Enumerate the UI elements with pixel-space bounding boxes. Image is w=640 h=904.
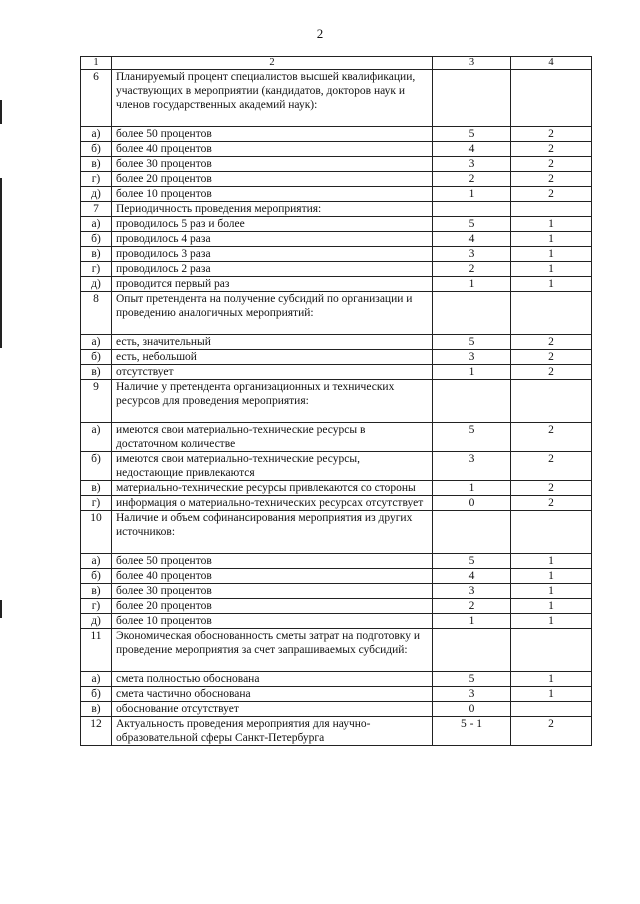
weight-cell: 1 [511,554,592,569]
scan-edge-mark [0,178,2,348]
item-number-cell: 12 [81,717,112,746]
option-row [81,599,592,614]
criterion-row [81,380,592,423]
item-number-cell: а) [81,127,112,142]
item-number-cell: д) [81,277,112,292]
item-number-cell: в) [81,365,112,380]
option-row [81,187,592,202]
item-text-cell: есть, небольшой [112,350,433,365]
item-text-cell [112,70,433,127]
score-cell: 5 [433,423,511,452]
item-number-cell: г) [81,262,112,277]
item-text-cell: обоснование отсутствует [112,702,433,717]
score-cell: 5 [433,335,511,350]
table-header-row [81,57,592,70]
item-number-cell: б) [81,687,112,702]
item-number-cell: б) [81,232,112,247]
score-cell: 3 [433,584,511,599]
weight-cell: 1 [511,584,592,599]
option-row [81,569,592,584]
option-row [81,687,592,702]
weight-cell: 1 [511,262,592,277]
item-number-cell: в) [81,702,112,717]
item-number-cell: в) [81,584,112,599]
header-cell: 4 [511,57,592,70]
criterion-row [81,511,592,554]
item-number-cell: а) [81,335,112,350]
criterion-row [81,202,592,217]
criterion-row [81,629,592,672]
item-text-cell: отсутствует [112,365,433,380]
option-row [81,262,592,277]
option-row [81,702,592,717]
weight-cell: 2 [511,187,592,202]
option-row [81,172,592,187]
item-number-cell: б) [81,452,112,481]
item-text-cell: имеются свои материально-технические ресурсы, недостающие привлекаются [112,452,433,481]
score-cell [433,292,511,335]
score-cell [433,629,511,672]
item-text-cell: имеются свои материально-технические ресурсы в достаточном количестве [112,423,433,452]
item-text-cell: Актуальность проведения мероприятия для научно-образовательной сферы Санкт-Петербурга [112,717,433,746]
weight-cell: 2 [511,717,592,746]
weight-cell [511,511,592,554]
item-number-cell: а) [81,423,112,452]
item-text-cell: материально-технические ресурсы привлекаются со стороны [112,481,433,496]
score-cell: 2 [433,599,511,614]
item-text-cell [112,292,433,335]
item-number-cell: в) [81,157,112,172]
item-number-cell: б) [81,569,112,584]
score-cell: 2 [433,262,511,277]
weight-cell [511,629,592,672]
score-cell: 4 [433,232,511,247]
score-cell: 5 [433,672,511,687]
score-cell: 4 [433,569,511,584]
item-text-cell [112,380,433,423]
item-text-cell: более 20 процентов [112,172,433,187]
item-text-cell: более 20 процентов [112,599,433,614]
item-number-cell: 7 [81,202,112,217]
item-text-cell: более 40 процентов [112,142,433,157]
option-row [81,247,592,262]
score-cell: 5 [433,554,511,569]
option-row [81,277,592,292]
item-number-cell: б) [81,142,112,157]
page-number: 2 [316,26,324,41]
score-cell: 1 [433,614,511,629]
item-number-cell: а) [81,554,112,569]
option-row [81,672,592,687]
scan-edge-mark [0,600,2,618]
item-number-cell: д) [81,187,112,202]
score-cell: 3 [433,452,511,481]
score-cell [433,511,511,554]
item-text-cell: более 30 процентов [112,584,433,599]
header-cell: 2 [112,57,433,70]
weight-cell: 2 [511,127,592,142]
score-cell: 5 - 1 [433,717,511,746]
option-row [81,584,592,599]
item-text-cell: проводилось 3 раза [112,247,433,262]
score-cell: 0 [433,496,511,511]
item-text-cell [112,629,433,672]
criterion-text: Экономическая обоснованность сметы затрат на подготовку и проведение мероприятия за счет запрашиваемых субсидий: [116,630,420,656]
weight-cell: 1 [511,569,592,584]
weight-cell [511,70,592,127]
criterion-text: Опыт претендента на получение субсидий по организации и проведению аналогичных мероприятий: [116,293,413,319]
score-cell: 3 [433,350,511,365]
option-row [81,496,592,511]
option-row [81,554,592,569]
weight-cell [511,380,592,423]
score-cell [433,380,511,423]
option-row [81,614,592,629]
weight-cell: 2 [511,496,592,511]
weight-cell [511,202,592,217]
weight-cell: 1 [511,599,592,614]
item-text-cell [112,511,433,554]
weight-cell: 1 [511,232,592,247]
item-text-cell: более 40 процентов [112,569,433,584]
item-number-cell: 10 [81,511,112,554]
criterion-row [81,70,592,127]
score-cell: 1 [433,187,511,202]
weight-cell: 1 [511,672,592,687]
criterion-row [81,292,592,335]
score-cell: 1 [433,365,511,380]
weight-cell: 1 [511,614,592,629]
weight-cell: 2 [511,452,592,481]
item-text-cell: проводилось 5 раз и более [112,217,433,232]
score-cell [433,70,511,127]
scan-edge-mark [0,100,2,124]
item-number-cell: д) [81,614,112,629]
item-text-cell: более 10 процентов [112,187,433,202]
item-number-cell: в) [81,481,112,496]
score-cell: 1 [433,481,511,496]
score-cell: 3 [433,687,511,702]
scoring-criteria-table [80,56,592,746]
criterion-text: Наличие и объем софинансирования мероприятия из других источников: [116,512,413,538]
weight-cell: 2 [511,157,592,172]
criterion-row [81,717,592,746]
score-cell: 5 [433,217,511,232]
score-cell: 0 [433,702,511,717]
option-row [81,127,592,142]
weight-cell [511,292,592,335]
option-row [81,157,592,172]
option-row [81,335,592,350]
table-body [81,57,592,746]
item-text-cell: проводилось 2 раза [112,262,433,277]
item-text-cell: проводилось 4 раза [112,232,433,247]
weight-cell: 2 [511,335,592,350]
option-row [81,350,592,365]
header-cell: 3 [433,57,511,70]
item-text-cell: более 50 процентов [112,127,433,142]
item-text-cell: более 50 процентов [112,554,433,569]
score-cell: 3 [433,247,511,262]
header-cell: 1 [81,57,112,70]
option-row [81,142,592,157]
item-text-cell: более 10 процентов [112,614,433,629]
item-text-cell: смета частично обоснована [112,687,433,702]
score-cell: 1 [433,277,511,292]
score-cell: 4 [433,142,511,157]
weight-cell: 1 [511,277,592,292]
weight-cell [511,702,592,717]
option-row [81,452,592,481]
weight-cell: 2 [511,142,592,157]
weight-cell: 2 [511,350,592,365]
weight-cell: 2 [511,481,592,496]
weight-cell: 2 [511,423,592,452]
item-number-cell: г) [81,496,112,511]
item-text-cell: есть, значительный [112,335,433,350]
option-row [81,365,592,380]
option-row [81,423,592,452]
score-cell: 5 [433,127,511,142]
item-number-cell: в) [81,247,112,262]
item-number-cell: 9 [81,380,112,423]
item-number-cell: а) [81,217,112,232]
criterion-text: Наличие у претендента организационных и технических ресурсов для проведения мероприятия: [116,381,395,407]
item-text-cell: информация о материально-технических ресурсах отсутствует [112,496,433,511]
option-row [81,481,592,496]
item-text-cell: смета полностью обоснована [112,672,433,687]
weight-cell: 2 [511,365,592,380]
item-text-cell: проводится первый раз [112,277,433,292]
item-text-cell: Периодичность проведения мероприятия: [112,202,433,217]
item-text-cell: более 30 процентов [112,157,433,172]
item-number-cell: г) [81,172,112,187]
item-number-cell: г) [81,599,112,614]
score-cell [433,202,511,217]
weight-cell: 1 [511,217,592,232]
weight-cell: 2 [511,172,592,187]
option-row [81,232,592,247]
item-number-cell: 6 [81,70,112,127]
score-cell: 2 [433,172,511,187]
item-number-cell: 11 [81,629,112,672]
score-cell: 3 [433,157,511,172]
weight-cell: 1 [511,247,592,262]
criterion-text: Планируемый процент специалистов высшей квалификации, участвующих в мероприятии (кандидатов, докторов наук и членов государственных академий наук): [116,71,416,111]
item-number-cell: б) [81,350,112,365]
item-number-cell: а) [81,672,112,687]
option-row [81,217,592,232]
weight-cell: 1 [511,687,592,702]
item-number-cell: 8 [81,292,112,335]
